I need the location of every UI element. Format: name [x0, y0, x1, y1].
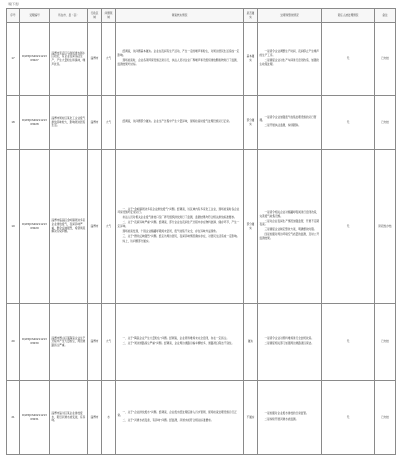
table-row [7, 150, 396, 304]
table-row [7, 23, 396, 96]
cell-verdict: 部分属实 [244, 150, 258, 304]
desc-paragraph: 执法人员对相关企业废气排放口及厂界无组织排放进行了监测，监测结果均符合相关排放标准要求。 [122, 216, 237, 220]
cell-status: 已办结 [375, 96, 396, 150]
cell-seq: 21 [7, 381, 20, 455]
desc-paragraph: 二、关于“周边道路扬尘严重”问题。经调查，企业周边道路运输车辆较多，道路清扫保洁不到位。 [122, 342, 235, 345]
cell-accountability: 无 [322, 381, 375, 455]
header-verdict: 是否属实 [244, 9, 258, 23]
table-row [7, 96, 396, 150]
cell-location: 淄博市张店区马尚街道杏园小区附近，有企业夜间违法生产，产生大量粉尘和臭味，噪声扰民。 [50, 23, 88, 96]
cell-verdict: 基本属实 [244, 23, 258, 96]
header-accountability: 责任人被处理情况 [322, 9, 375, 23]
desc-paragraph: 综上，该问题部分属实。 [122, 240, 152, 244]
handling-paragraph: 一是责令企业对原料堆场进行全封闭改造。 [264, 336, 314, 340]
cell-verdict: 不属实 [244, 381, 258, 455]
handling-paragraph: 一是责令企业调整生产时间，夜间停止产生噪声的生产工序。 [259, 50, 319, 57]
cell-accountability: 无 [322, 96, 375, 150]
cell-desc [116, 96, 244, 150]
cell-location: 淄博市周村区某化工企业废气排放异味较大，影响周边居民生活。 [50, 96, 88, 150]
cell-handling [258, 304, 322, 381]
cell-location: 淄博市临淄区金岭镇周边多家企业排放废气，夜间异味严重，群众反映强烈，希望彻底解决污染问题。 [50, 150, 88, 304]
cell-verdict: 部分属实 [244, 96, 258, 150]
cell-status: 已办结 [375, 381, 396, 455]
cell-seq: 17 [7, 23, 20, 96]
handling-paragraph: 一是责令相关企业对储罐呼吸阀进行密闭改造，完善废气收集设施。 [259, 210, 319, 218]
header-desc: 调查核实情况 [116, 9, 244, 23]
cell-field: 大气 [102, 23, 116, 96]
cell-code: D/WXJCS2021121303029 [20, 150, 50, 304]
cell-status: 阶段性办结 [375, 150, 396, 304]
table-row [7, 304, 396, 381]
cell-field: 大气 [102, 150, 116, 304]
cell-city: 淄博市 [88, 150, 102, 304]
cell-accountability: 无 [322, 23, 375, 96]
cell-handling [258, 96, 322, 150]
handling-paragraph: 四是加强对周边环境空气质量的监测，及时公开监测结果。 [259, 233, 319, 240]
desc-paragraph: 二、关于“夜间异味严重”问题。经调查，部分企业在夜间生产过程中存在物料装卸、储存环节，产生一定异味。 [117, 221, 240, 228]
header-field: 问题领域 [102, 9, 116, 23]
cell-desc [116, 150, 244, 304]
cell-handling [258, 23, 322, 96]
cell-location: 淄博市博山区某陶瓷企业生产过程中产生大量粉尘，周边道路扬尘严重。 [50, 304, 88, 381]
cell-desc [116, 381, 244, 455]
cell-code: D/WXJCS2021121303030 [20, 304, 50, 381]
cell-city: 淄博市 [88, 96, 102, 150]
desc-paragraph: 现场检查时，企业各项环保设施正常运行，执法人员对企业厂界噪声和无组织排放颗粒物进行了监测，监测结果均达标。 [117, 59, 240, 66]
cell-seq: 20 [7, 304, 20, 381]
desc-paragraph: 经调查，该问题部分属实。企业生产过程中产生少量异味，现场检查时废气处理设施运行正常。 [122, 119, 232, 123]
complaint-table [6, 8, 396, 455]
desc-paragraph: 一、关于“陶瓷企业产生大量粉尘”问题。经调查，企业原料堆场未完全密闭，存在一定扬尘。 [122, 336, 229, 340]
handling-paragraph: 二是开展执法监测，持续跟踪。 [264, 124, 301, 128]
header-status: 备注 [375, 9, 396, 23]
desc-paragraph: 经调查，该问题基本属实。企业在夜间有生产活动，产生一定的噪声和粉尘，对周边居民生活造成一定影响。 [117, 50, 240, 57]
cell-accountability: 无 [322, 150, 375, 304]
table-row [7, 381, 396, 455]
handling-paragraph: 二是持续开展河道水质监测。 [264, 417, 299, 421]
cell-field: 大气 [102, 96, 116, 150]
cell-handling [258, 381, 322, 455]
handling-paragraph: 二是督促企业对生产车间进行密闭改造，加强粉尘收集处理。 [259, 59, 319, 66]
table-header-row [7, 9, 396, 23]
cell-desc [116, 304, 244, 381]
cell-handling [258, 150, 322, 304]
cell-verdict: 属实 [244, 304, 258, 381]
header-handling: 处理和整改情况 [258, 9, 322, 23]
cell-seq: 19 [7, 150, 20, 304]
cell-status: 已办结 [375, 23, 396, 96]
desc-paragraph: 二、关于“河道水质变差，有异味”问题。经监测，河道水质符合相关标准要求。 [122, 419, 214, 423]
cell-field: 水 [102, 381, 116, 455]
handling-paragraph: 一是加强对企业废水排放的日常监管。 [264, 412, 309, 416]
cell-seq: 18 [7, 96, 20, 150]
cell-code: D/WXJCS2021121303031 [20, 381, 50, 455]
header-location: 所在市、县（区） [50, 9, 88, 23]
handling-paragraph: 一是责令企业加强废气收集处理设施的运行管理。 [259, 115, 317, 123]
header-seq: 序号 [7, 9, 20, 23]
page-note: （续下表） [6, 2, 22, 6]
handling-paragraph: 二是督促相关部门加强周边道路清扫保洁。 [264, 342, 314, 345]
cell-city: 淄博市 [88, 23, 102, 96]
desc-paragraph: 一、关于“金岭镇周边多家企业排放废气”问题。经调查，该区域内有多家化工企业，现场检查时各企业环保设施均正常运行。 [117, 207, 240, 215]
cell-desc [116, 23, 244, 96]
cell-status: 已办结 [375, 304, 396, 381]
cell-code: D/WXJCS2021121303028 [20, 96, 50, 150]
cell-field: 大气 [102, 304, 116, 381]
desc-paragraph: 一、关于“企业排放废水”问题。经调查，企业废水经处理后排入污水管网，现场检查处理设施运行正常。 [117, 410, 237, 418]
handling-paragraph: 三是督促企业制定整改方案，明确整改时限。 [264, 228, 317, 232]
desc-paragraph: 现场检查发现，个别企业储罐呼吸阀未密闭，废气收集不完全，存在异味外溢现象。 [122, 230, 219, 234]
desc-paragraph: 三、关于“群众反映强烈”问题。经走访周边居民，夜间异味情况确实存在，对居民生活造成一定影响。 [122, 235, 240, 239]
cell-city: 淄博市 [88, 381, 102, 455]
cell-location: 淄博市淄川区某企业排放废水，附近河道水质变差，有异味。 [50, 381, 88, 455]
handling-paragraph: 二是对企业夜间生产情况加强监管，开展不定期夜查。 [259, 219, 319, 227]
header-code: 受理编号 [20, 9, 50, 23]
cell-accountability: 无 [322, 304, 375, 381]
cell-city: 淄博市 [88, 304, 102, 381]
header-city: 行政区域 [88, 9, 102, 23]
cell-code: D/WXJCS2021121303027 [20, 23, 50, 96]
